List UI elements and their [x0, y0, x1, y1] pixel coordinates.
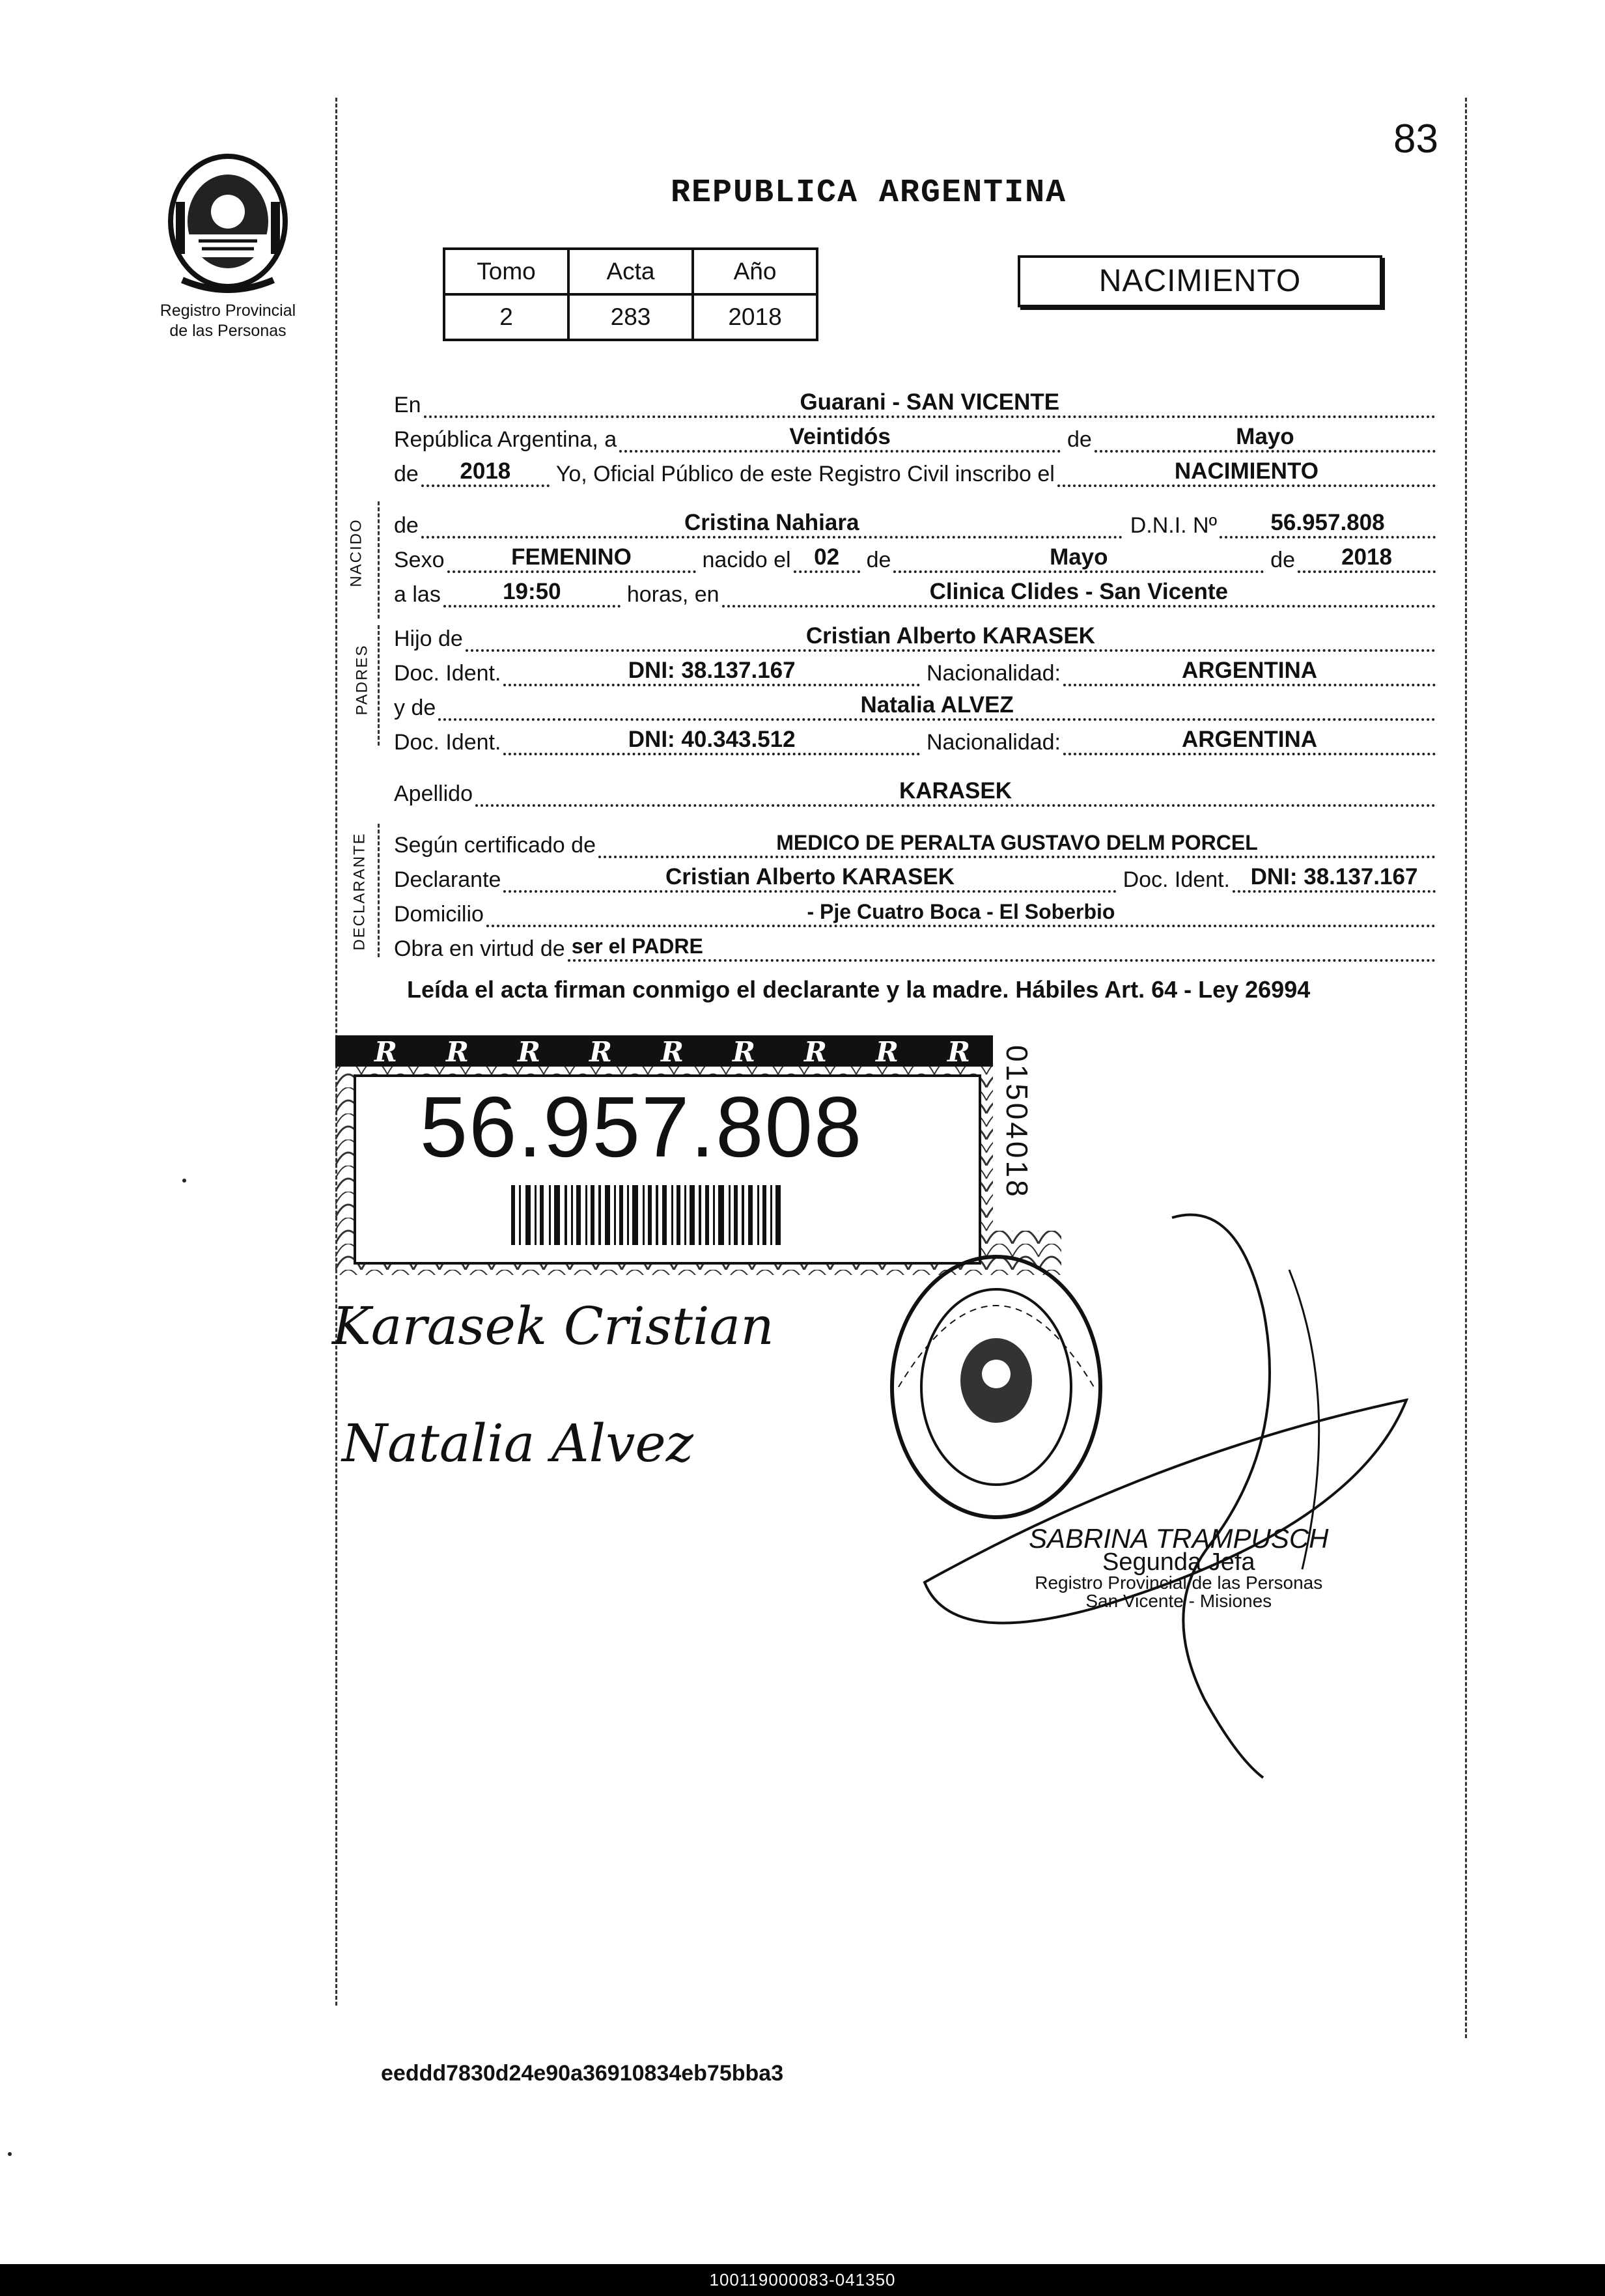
svg-text:R: R: [733, 1036, 755, 1068]
nacido-el-label: nacido el: [702, 548, 791, 572]
document-title: REPUBLICA ARGENTINA: [671, 175, 1067, 212]
nacido-section-label: NACIDO: [347, 518, 365, 587]
y-de-label: y de: [394, 695, 436, 720]
sexo-label: Sexo: [394, 548, 445, 572]
record-type-box: NACIMIENTO: [1018, 255, 1382, 307]
birth-de-label-2: de: [1270, 548, 1295, 572]
declarante-bracket: [378, 824, 380, 957]
scan-dot: [182, 1179, 186, 1183]
svg-text:R: R: [876, 1036, 899, 1068]
svg-text:R: R: [446, 1036, 469, 1068]
domicilio-label: Domicilio: [394, 902, 484, 927]
misiones-emblem-icon: [163, 150, 293, 293]
official-stamp: [1029, 1523, 1329, 1611]
right-margin-line: [1465, 98, 1467, 2038]
anio-value: 2018: [693, 294, 817, 340]
republica-label: República Argentina, a: [394, 427, 617, 452]
en-label: En: [394, 393, 421, 417]
declarante-doc: DNI: 38.137.167: [1233, 864, 1436, 893]
birth-place: Clinica Clides - San Vicente: [722, 579, 1436, 608]
declarante-name: Cristian Alberto KARASEK: [503, 864, 1116, 893]
certificado-label: Según certificado de: [394, 833, 596, 858]
padres-bracket: [378, 625, 380, 746]
father-doc: DNI: 38.137.167: [503, 658, 920, 686]
de-label-2: de: [394, 462, 419, 486]
scan-dot: [8, 2152, 12, 2156]
padres-section-label: PADRES: [353, 644, 371, 716]
official-org: Registro Provincial de las Personas: [1035, 1573, 1323, 1593]
domicilio-value: - Pje Cuatro Boca - El Soberbio: [486, 899, 1436, 927]
closing-text: Leída el acta firman conmigo el declarante y la madre. Hábiles Art. 64 - Ley 26994: [407, 976, 1311, 1003]
mother-name: Natalia ALVEZ: [438, 692, 1436, 721]
obra-value: ser el PADRE: [568, 933, 1436, 962]
nacido-bracket: [378, 501, 380, 619]
mother-doc-label: Doc. Ident.: [394, 730, 501, 755]
apellido-row: [394, 772, 1436, 807]
declarante-label: Declarante: [394, 867, 501, 892]
official-role: Segunda Jefa: [1102, 1548, 1255, 1576]
official-name: SABRINA TRAMPUSCH: [1029, 1523, 1329, 1554]
nacido-time-row: [394, 572, 1436, 608]
apellido-label: Apellido: [394, 781, 473, 806]
horas-label: horas, en: [626, 582, 719, 607]
svg-text:R: R: [947, 1036, 970, 1068]
obra-row: [394, 927, 1436, 962]
dni-label: D.N.I. Nº: [1130, 513, 1217, 538]
inscription-value: NACIMIENTO: [1057, 458, 1436, 487]
father-doc-label: Doc. Ident.: [394, 661, 501, 686]
svg-text:R: R: [661, 1036, 684, 1068]
registry-label: Registro Provincial de las Personas: [160, 301, 296, 340]
nacido-sex-row: [394, 538, 1436, 573]
declarante-row: [394, 858, 1436, 893]
sticker-dni-number: 56.957.808: [419, 1079, 863, 1175]
declarante-section-label: DECLARANTE: [350, 832, 369, 951]
year-value: 2018: [421, 458, 550, 487]
mother-doc: DNI: 40.343.512: [503, 727, 920, 755]
nacido-name-row: [394, 503, 1436, 539]
record-table: [443, 247, 818, 341]
domicilio-row: [394, 892, 1436, 927]
footer-id: 100119000083-041350: [0, 2264, 1605, 2296]
birth-de-label: de: [866, 548, 891, 572]
day-value: Veintidós: [619, 424, 1061, 453]
place-row: [394, 383, 1436, 418]
nacido-de-label: de: [394, 513, 419, 538]
father-nationality: ARGENTINA: [1063, 658, 1436, 686]
acta-value: 283: [568, 294, 693, 340]
tomo-header: Tomo: [444, 249, 568, 294]
father-signature: Karasek Cristian: [332, 1296, 774, 1356]
record-table-values: [444, 294, 817, 340]
hijo-de-label: Hijo de: [394, 626, 463, 651]
mother-doc-row: [394, 720, 1436, 755]
svg-text:R: R: [518, 1036, 540, 1068]
officer-text: Yo, Oficial Público de este Registro Civil inscribo el: [555, 462, 1055, 486]
place-value: Guarani - SAN VICENTE: [424, 389, 1436, 418]
mother-signature: Natalia Alvez: [342, 1413, 693, 1474]
date-row: [394, 417, 1436, 453]
birth-day: 02: [794, 544, 860, 573]
father-row: [394, 617, 1436, 652]
apellido-value: KARASEK: [475, 778, 1436, 807]
certificado-row: [394, 823, 1436, 858]
father-doc-row: [394, 651, 1436, 686]
child-name: Cristina Nahiara: [421, 510, 1123, 539]
tomo-value: 2: [444, 294, 568, 340]
page-number: 83: [1393, 117, 1438, 161]
obra-label: Obra en virtud de: [394, 936, 565, 961]
a-las-label: a las: [394, 582, 441, 607]
year-row: [394, 452, 1436, 487]
birth-time: 19:50: [443, 579, 621, 608]
child-dni: 56.957.808: [1220, 510, 1436, 539]
svg-text:R: R: [804, 1036, 827, 1068]
mother-nac-label: Nacionalidad:: [926, 730, 1061, 755]
birth-month: Mayo: [893, 544, 1264, 573]
sexo-value: FEMENINO: [447, 544, 696, 573]
father-nac-label: Nacionalidad:: [926, 661, 1061, 686]
declarante-doc-label: Doc. Ident.: [1123, 867, 1230, 892]
acta-header: Acta: [568, 249, 693, 294]
official-location: San Vicente - Misiones: [1085, 1591, 1272, 1611]
svg-text:R: R: [589, 1036, 612, 1068]
month-value: Mayo: [1095, 424, 1436, 453]
svg-text:R: R: [374, 1036, 397, 1068]
mother-nationality: ARGENTINA: [1063, 727, 1436, 755]
father-name: Cristian Alberto KARASEK: [466, 623, 1436, 652]
sticker-serial: 01504018: [1000, 1045, 1034, 1199]
de-label: de: [1067, 427, 1092, 452]
record-table-header: [444, 249, 817, 294]
mother-row: [394, 686, 1436, 721]
anio-header: Año: [693, 249, 817, 294]
certificado-value: MEDICO DE PERALTA GUSTAVO DELM PORCEL: [598, 830, 1436, 858]
official-signature: [899, 1205, 1432, 1791]
document-hash: eeddd7830d24e90a36910834eb75bba3: [381, 2061, 784, 2086]
birth-year: 2018: [1298, 544, 1436, 573]
